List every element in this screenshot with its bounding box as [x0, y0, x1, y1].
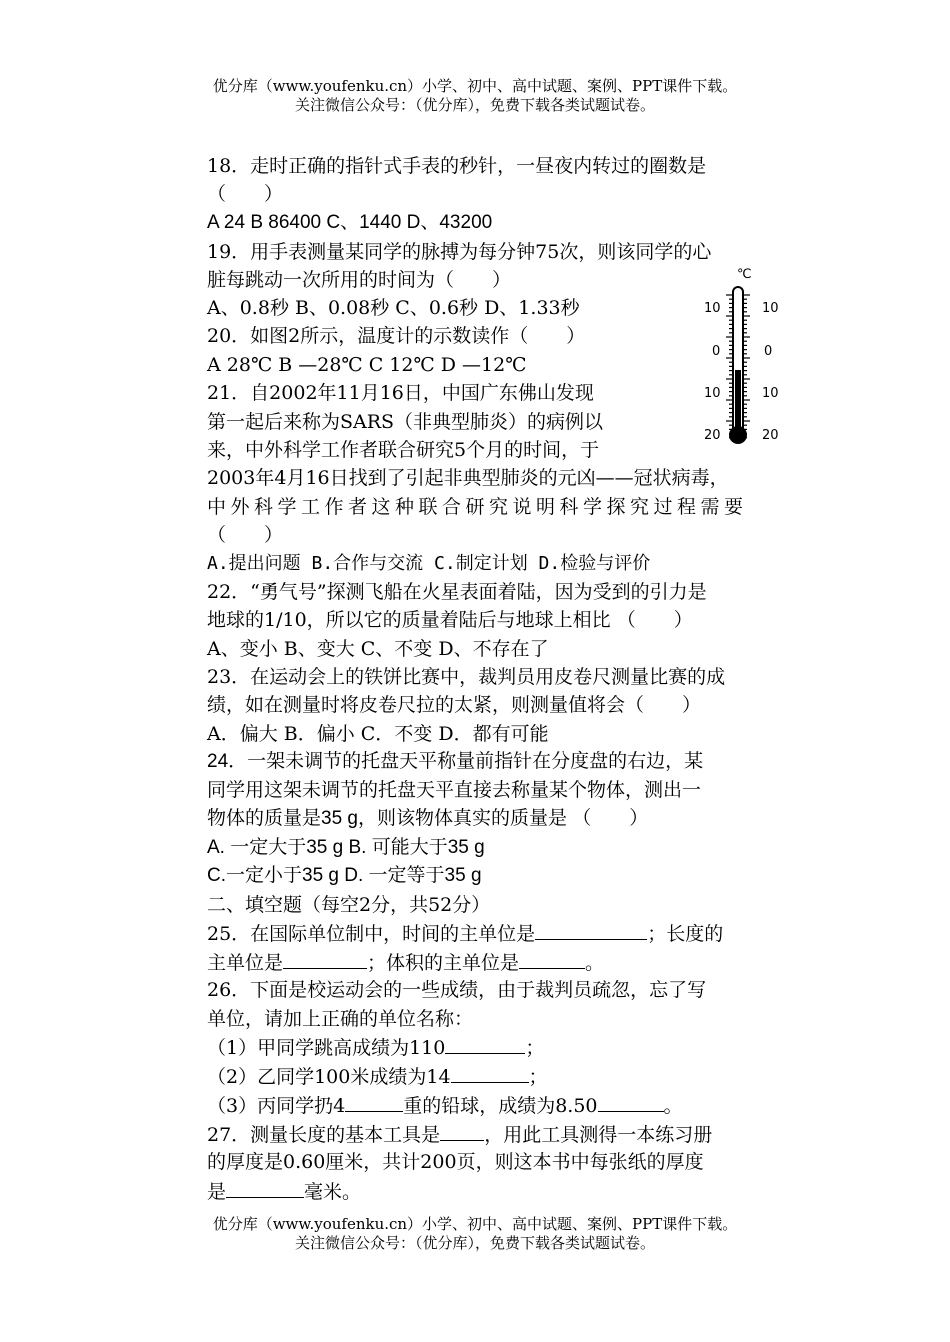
- thermo-right-label: 20: [762, 428, 779, 443]
- q27-text-d: 毫米。: [304, 1181, 362, 1203]
- thermo-left-label: 10: [704, 301, 721, 316]
- q24-options-1: A. 一定大于35 g B. 可能大于35 g: [207, 837, 485, 858]
- q26-blank-shot-weight-unit[interactable]: [345, 1091, 403, 1112]
- q25-text-d: ；体积的主单位是: [367, 952, 520, 974]
- section-2-title: 二、填空题（每空2分，共52分）: [207, 894, 491, 916]
- q26-item-3-mid: 重的铅球，成绩为8.50: [403, 1095, 598, 1117]
- q26-item-1: [207, 1033, 544, 1062]
- header-line-1: 优分库（www.youfenku.cn）小学、初中、高中试题、案例、PPT课件下载。: [212, 77, 738, 95]
- page-footer: [0, 1215, 950, 1253]
- thermo-left-label: 10: [704, 386, 721, 401]
- q27-line-3: [207, 1177, 361, 1206]
- q26-blank-shot-distance-unit[interactable]: [598, 1091, 664, 1112]
- q21-line-1: 21．自2002年11月16日，中国广东佛山发现: [207, 382, 594, 404]
- q18-line-1: 18．走时正确的指针式手表的秒针，一昼夜内转过的圈数是: [207, 155, 707, 177]
- q25-text-b: ；长度的: [647, 923, 724, 945]
- q19-line-1: 19．用手表测量某同学的脉搏为每分钟75次，则该同学的心: [207, 241, 712, 263]
- q22-line-2: 地球的1/10，所以它的质量着陆后与地球上相比 （ ）: [207, 609, 693, 631]
- q20-line-1: 20．如图2所示，温度计的示数读作（ ）: [207, 325, 586, 347]
- q21-line-5: 中外科学工作者这种联合研究说明科学探究过程需要: [207, 496, 748, 518]
- q27-blank-thickness[interactable]: [226, 1177, 304, 1198]
- q26-item-2-text: （2）乙同学100米成绩为14: [207, 1066, 451, 1088]
- q25-text-c: 主单位是: [207, 952, 284, 974]
- header-line-2: 关注微信公众号：（优分库），免费下载各类试题试卷。: [294, 96, 655, 114]
- q27-line-1: [207, 1120, 712, 1149]
- q26-line-2: 单位，请加上正确的单位名称：: [207, 1008, 474, 1030]
- q27-text-a: 27．测量长度的基本工具是: [207, 1124, 441, 1146]
- thermo-right-label: 0: [764, 344, 773, 359]
- q19-options: A、0.8秒 B、0.08秒 C、0.6秒 D、1.33秒: [207, 297, 580, 319]
- q21-line-6: （ ）: [207, 524, 284, 546]
- q25-text-a: 25．在国际单位制中，时间的主单位是: [207, 923, 536, 945]
- thermo-right-label: 10: [762, 301, 779, 316]
- thermo-right-label: 10: [762, 386, 779, 401]
- thermometer-liquid: [735, 370, 741, 432]
- q25-blank-volume-unit[interactable]: [519, 948, 585, 969]
- q25-blank-time-unit[interactable]: [535, 919, 647, 940]
- q26-item-3-text: （3）丙同学扔4: [207, 1095, 346, 1117]
- q25-line-2: [207, 948, 604, 977]
- q23-options: A．偏大 B．偏小 C．不变 D．都有可能: [207, 723, 549, 745]
- q21-line-4: 2003年4月16日找到了引起非典型肺炎的元凶——冠状病毒，: [207, 467, 729, 489]
- q22-options: A、变小 B、变大 C、不变 D、不存在了: [207, 638, 549, 660]
- q19-line-2: 脏每跳动一次所用的时间为（ ）: [207, 269, 512, 291]
- q21-line-3: 来，中外科学工作者联合研究5个月的时间，于: [207, 439, 600, 461]
- thermometer-figure: [700, 265, 788, 451]
- q25-line-1: [207, 919, 723, 948]
- thermometer-unit: ℃: [737, 267, 752, 282]
- q26-item-2-end: ；: [528, 1066, 548, 1088]
- q23-line-1: 23．在运动会上的铁饼比赛中，裁判员用皮卷尺测量比赛的成: [207, 666, 726, 688]
- footer-line-1: 优分库（www.youfenku.cn）小学、初中、高中试题、案例、PPT课件下载。: [212, 1215, 738, 1233]
- q26-line-1: 26．下面是校运动会的一些成绩，由于裁判员疏忽，忘了写: [207, 979, 707, 1001]
- q18-line-2: （ ）: [207, 183, 284, 205]
- q21-line-2: 第一起后来称为SARS（非典型肺炎）的病例以: [207, 411, 604, 433]
- thermo-left-label: 20: [704, 428, 721, 443]
- q20-options: A 28℃ B —28℃ C 12℃ D —12℃: [207, 354, 527, 376]
- q21-options: A.提出问题 B.合作与交流 C.制定计划 D.检验与评价: [207, 553, 651, 574]
- q24-line-3: 物体的质量是35 g，则该物体真实的质量是 （ ）: [207, 808, 649, 829]
- thermometer-bulb: [729, 426, 747, 444]
- q26-item-2: [207, 1062, 548, 1091]
- q23-line-2: 绩，如在测量时将皮卷尺拉的太紧，则测量值将会（ ）: [207, 694, 702, 716]
- q26-blank-high-jump-unit[interactable]: [445, 1033, 525, 1054]
- q27-text-b: ，用此工具测得一本练习册: [484, 1124, 713, 1146]
- q24-line-1: 24．一架未调节的托盘天平称量前指针在分度盘的右边，某: [207, 751, 704, 772]
- q18-options: A 24 B 86400 C、1440 D、43200: [207, 212, 493, 233]
- q25-blank-length-unit[interactable]: [283, 948, 367, 969]
- q26-blank-100m-unit[interactable]: [451, 1062, 529, 1083]
- footer-line-2: 关注微信公众号：（优分库），免费下载各类试题试卷。: [294, 1234, 655, 1252]
- q26-item-1-end: ；: [525, 1037, 545, 1059]
- q24-line-2: 同学用这架未调节的托盘天平直接去称量某个物体，测出一: [207, 780, 702, 801]
- q27-blank-tool[interactable]: [440, 1120, 484, 1141]
- page-header: [0, 77, 950, 115]
- q27-line-2: 的厚度是0.60厘米，共计200页，则这本书中每张纸的厚度: [207, 1151, 704, 1173]
- q22-line-1: 22．“勇气号”探测飞船在火星表面着陆，因为受到的引力是: [207, 581, 707, 603]
- q26-item-3: [207, 1091, 683, 1120]
- q24-options-2: C.一定小于35 g D. 一定等于35 g: [207, 865, 482, 886]
- thermo-left-label: 0: [712, 344, 721, 359]
- q25-text-e: 。: [585, 952, 605, 974]
- q26-item-3-end: 。: [663, 1095, 683, 1117]
- q27-text-c: 是: [207, 1181, 227, 1203]
- q26-item-1-text: （1）甲同学跳高成绩为110: [207, 1037, 446, 1059]
